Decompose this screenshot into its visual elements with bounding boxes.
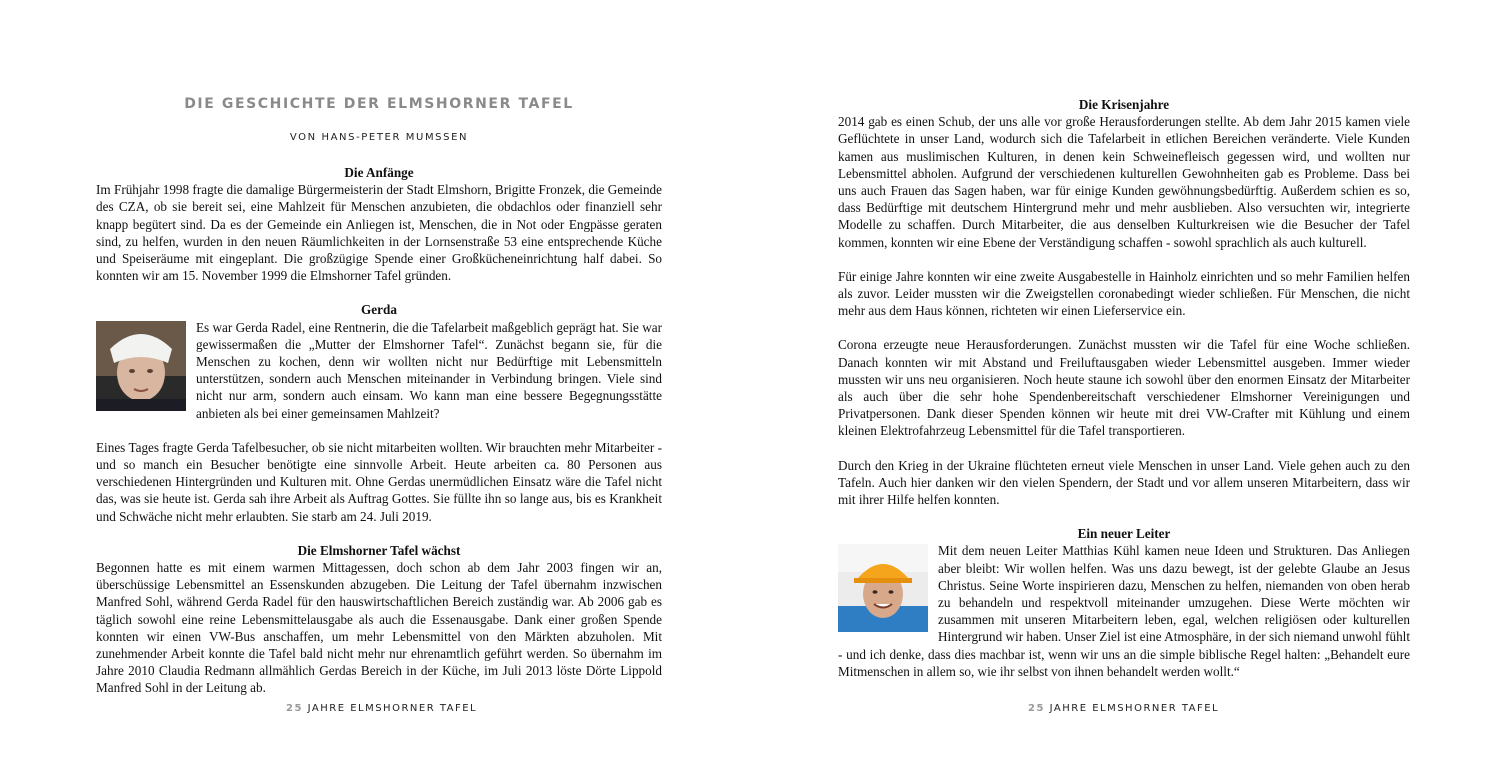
section-heading-krisenjahre: Die Krisenjahre	[1078, 97, 1170, 112]
section-heading-gerda: Gerda	[361, 302, 397, 318]
footer-number: 25	[1028, 703, 1045, 714]
right-column	[838, 96, 1410, 680]
krisenjahre-paragraph-4: Durch den Krieg in der Ukraine flüchteten erneut viele Menschen in unser Land. Viele gehen auch zu den Tafeln. Auch hier danken wir den vielen Spendern, der Stadt und vor allem unseren Mitarbeitern, dass wir mit ihrer Hilfe helfen konnten.	[838, 457, 1410, 508]
section-heading-anfaenge: Die Anfänge	[344, 165, 414, 180]
neuer-leiter-paragraph: Mit dem neuen Leiter Matthias Kühl kamen neue Ideen und Strukturen. Das Anliegen aber bleibt: Wir wollen helfen. Was uns dazu bewegt, ist der gelebte Glaube an Jesus Christus. Seine Worte inspirieren dazu, Menschen zu helfen, niemanden von oben herab zu behandeln und respektvoll miteinander umzugehen. Diese Werte möchten wir zusammen mit unseren Mitarbeitern leben, egal, welchen religiösen oder kulturellen Hintergrund wir haben. Unser Ziel ist eine Atmosphäre, in der sich niemand unwohl fühlt - und ich denke, dass dies machbar ist, wenn wir uns an die simple biblische Regel halten: „Behandelt eure Mitmenschen in allem so, wie ihr selbst von ihnen behandelt werden wollt.“	[838, 543, 1410, 679]
gerda-photo	[96, 321, 186, 411]
left-column	[96, 164, 662, 697]
footer-text: JAHRE ELMSHORNER TAFEL	[1049, 703, 1220, 714]
krisenjahre-paragraph-2: Für einige Jahre konnten wir eine zweite Ausgabestelle in Hainholz einrichten und so mehr Familien helfen als zuvor. Leider mussten wir die Zweigstellen coronabedingt wieder schließen. Für Menschen, die nicht mehr aus dem Haus können, richteten wir einen Lieferservice ein.	[838, 268, 1410, 319]
footer-text: JAHRE ELMSHORNER TAFEL	[307, 703, 478, 714]
section-heading-neuer-leiter: Ein neuer Leiter	[1077, 526, 1171, 542]
right-page	[750, 0, 1500, 762]
section-text-gerda-2: Eines Tages fragte Gerda Tafelbesucher, ob sie nicht mitarbeiten wollten. Wir brauchten mehr Mitarbeiter - und so manch ein Besucher benötigte eine sinnvolle Arbeit. Heute arbeiten ca. 80 Personen aus verschiedenen Hintergründen und Kulturen mit. Ohne Gerdas unermüdlichen Einsatz wäre die Tafel nicht das, was sie heute ist. Gerda sah ihre Arbeit als Auftrag Gottes. Sie füllte ihn so lange aus, bis es Krankheit und Schwäche nicht mehr erlaubten. Sie starb am 24. Juli 2019.	[96, 439, 662, 524]
section-text-gerda: Es war Gerda Radel, eine Rentnerin, die die Tafelarbeit maßgeblich geprägt hat. Sie war gewissermaßen die „Mutter der Elmshorner Tafel“. Zunächst begann sie, für die Menschen zu kochen, denn wir wollten nicht nur Bedürftige mit Lebensmitteln unterstützen, sondern auch Menschen miteinander in Verbindung bringen. Viele sind nicht nur arm, sondern auch einsam. Wo kann man eine bessere Begegnungsstätte anbieten als bei einer gemeinsamen Mahlzeit?	[196, 319, 662, 421]
krisenjahre-paragraph-3: Corona erzeugte neue Herausforderungen. Zunächst mussten wir die Tafel für eine Woche schließen. Danach konnten wir mit Abstand und Freiluftausgaben wieder Lebensmittel ausgeben. Immer wieder mussten wir uns neu organisieren. Noch heute staune ich sowohl über den enormen Einsatz der Mitarbeiter als auch über die sehr hohe Spendenbereitschaft verschiedener Elmshorner Vereinigungen und Privatpersonen. Dank dieser Spenden können wir heute mit drei VW-Crafter mit Kühlung und einem kleinen Elektrofahrzeug Lebensmittel für die Tafel transportieren.	[838, 337, 1410, 439]
section-heading-waechst: Die Elmshorner Tafel wächst	[297, 542, 461, 558]
footer-number: 25	[286, 703, 303, 714]
article-author: VON HANS-PETER MUMSSEN	[289, 132, 469, 143]
section-text-anfaenge: Im Frühjahr 1998 fragte die damalige Bürgermeisterin der Stadt Elmshorn, Brigitte Fronzek, die Gemeinde des CZA, ob sie bereit sei, eine Mahlzeit für Menschen anzubieten, die obdachlos oder finanziell sehr knapp begütert sind. Da es der Gemeinde ein Anliegen ist, Menschen, die in Not oder Engpässe geraten sind, zu helfen, wurden in den neuen Räumlichkeiten in der Lornsenstraße 53 eine entsprechende Küche und Speiseräume mit eingeplant. Die großzügige Spende einer Großkücheneinrichtung half dabei. So konnten wir am 15. November 1999 die Elmshorner Tafel gründen.	[96, 182, 662, 284]
matthias-photo	[838, 544, 928, 632]
article-title: DIE GESCHICHTE DER ELMSHORNER TAFEL	[184, 96, 574, 112]
krisenjahre-paragraph-1: 2014 gab es einen Schub, der uns alle vor große Herausforderungen stellte. Ab dem Jahr 2015 kamen viele Geflüchtete in unser Land, wodurch sich die Tafelarbeit in etlichen Bereichen veränderte. Viele Kunden kamen aus muslimischen Kulturen, in denen kein Schweinefleisch gegessen wird, und wollten nur Lebensmittel abholen. Aufgrund der verschiedenen kulturellen Gewohnheiten gab es Probleme. Dass bei uns auch Frauen das Sagen haben, war für einige Kunden gewöhnungsbedürftig. Außerdem schien es so, dass Bedürftige mit deutschem Hintergrund mehr und mehr ausblieben. Also versuchten wir, integrierte Modelle zu schaffen. Durch Mitarbeiter, die aus denselben Kulturkreisen wie die Besucher der Tafel kommen, konnten wir eine Ebene der Verständigung schaffen - sowohl sprachlich als auch kulturell.	[838, 114, 1410, 250]
right-footer	[1028, 703, 1219, 714]
left-footer	[286, 703, 477, 714]
section-text-waechst: Begonnen hatte es mit einem warmen Mittagessen, doch schon ab dem Jahr 2003 fingen wir an, überschüssige Lebensmittel an Essenskunden abzugeben. Die Leitung der Tafel übernahm inzwischen Manfred Sohl, während Gerda Radel für den hauswirtschaftlichen Bereich zuständig war. Ab 2006 gab es täglich sowohl eine reine Lebensmittelausgabe als auch die Essenausgabe. Dank einer großen Spende konnten wir einen VW-Bus anschaffen, um mehr Lebensmittel von den Märkten abzuholen. Mit zunehmender Arbeit konnte die Tafel bald nicht mehr nur ehrenamtlich geführt werden. So übernahm im Jahre 2010 Claudia Redmann allmählich Gerdas Bereich in der Küche, im Juli 2013 löste Dörte Lippold Manfred Sohl in der Leitung ab.	[96, 560, 662, 696]
